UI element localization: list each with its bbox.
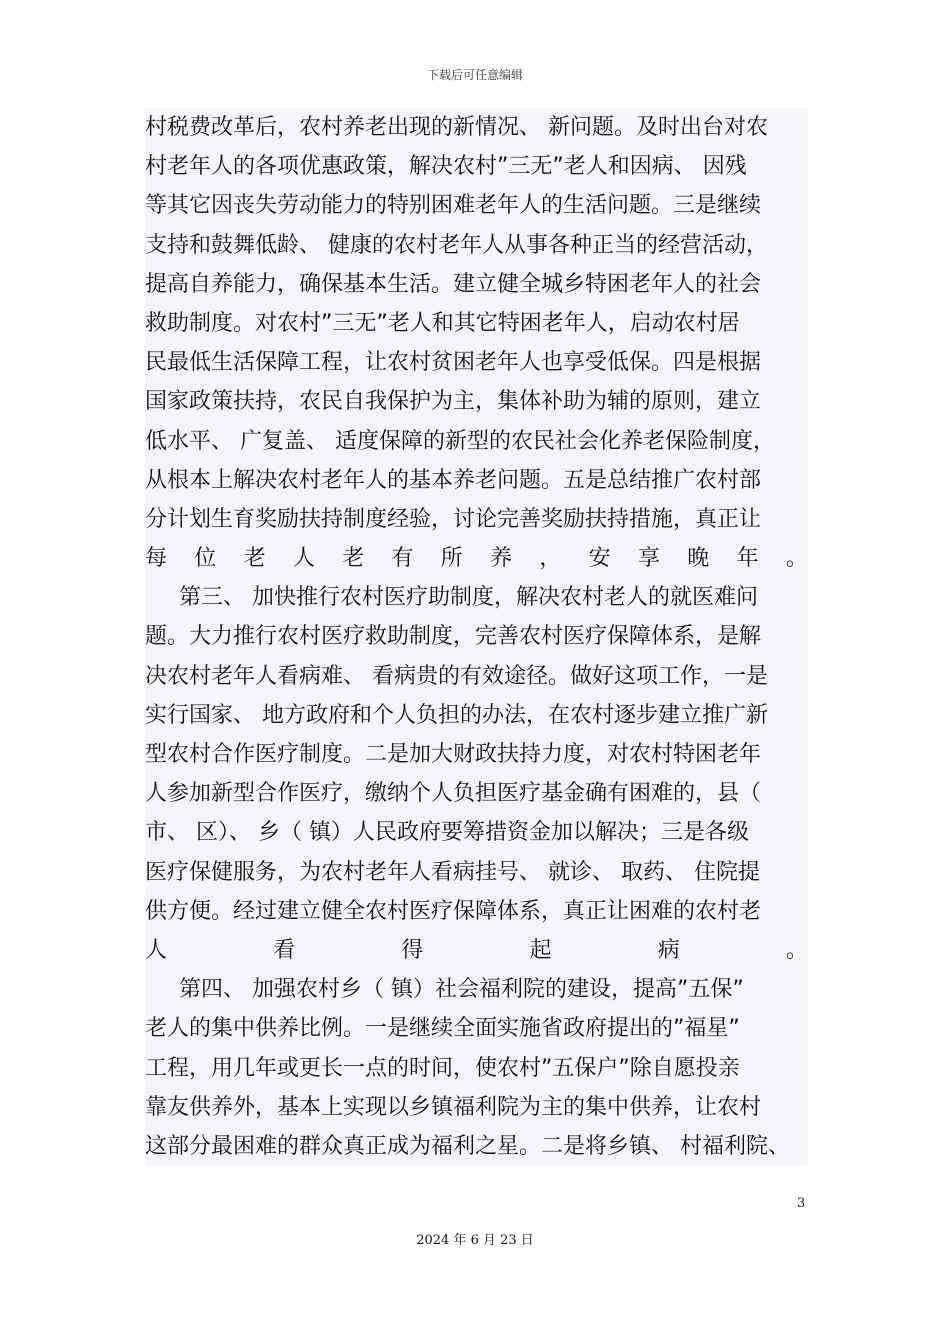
- char: 看: [273, 937, 296, 963]
- char: 人: [292, 546, 315, 572]
- char: 安: [588, 546, 611, 572]
- text-line: 低水平、 广复盖、 适度保障的新型的农民社会化养老保险制度，: [145, 428, 775, 454]
- justified-line: [145, 931, 808, 970]
- char: 晚: [687, 546, 710, 572]
- text-line: 这部分最困难的群众真正成为福利之星。二是将乡镇、 村福利院、: [145, 1133, 790, 1159]
- char: 老: [243, 546, 266, 572]
- text-line: 型农村合作医疗制度。二是加大财政扶持力度，对农村特困老年: [145, 742, 762, 767]
- char: 年: [736, 546, 759, 572]
- document-body: [145, 108, 808, 1166]
- text-line: 老人的集中供养比例。一是继续全面实施省政府提出的”福星”: [145, 1016, 740, 1042]
- char: 得: [401, 937, 424, 963]
- justified-line: [145, 539, 808, 578]
- char: 养: [490, 546, 513, 572]
- text-line: 决农村老年人看病难、 看病贵的有效途径。做好这项工作，一是: [145, 663, 768, 689]
- text-line: 村老年人的各项优惠政策，解决农村”三无”老人和因病、 因残: [145, 154, 747, 180]
- text-line: 从根本上解决农村老年人的基本养老问题。五是总结推广农村部: [145, 467, 762, 493]
- text-line: 工程，用几年或更长一点的时间，使农村”五保户”除自愿投亲: [145, 1055, 740, 1081]
- page-number: 3: [797, 1196, 806, 1211]
- paragraph-start-line: 第三、 加快推行农村医疗助制度，解决农村老人的就医难问: [179, 585, 758, 611]
- text-line: 实行国家、 地方政府和个人负担的办法，在农村逐步建立推广新: [145, 702, 768, 728]
- footer-date: 2024 年 6 月 23 日: [416, 1233, 534, 1248]
- char: 。: [785, 937, 808, 963]
- text-line: 题。大力推行农村医疗救助制度，完善农村医疗保障体系，是解: [145, 624, 762, 650]
- text-line: 村税费改革后，农村养老出现的新情况、 新问题。及时出台对农: [145, 115, 768, 140]
- paragraph-start-line: 第四、 加强农村乡（ 镇）社会福利院的建设，提高”五保”: [179, 977, 744, 1003]
- char: 享: [637, 546, 660, 572]
- text-line: 医疗保健服务，为农村老年人看病挂号、 就诊、 取药、 住院提: [145, 859, 760, 885]
- text-line: 救助制度。对农村”三无”老人和其它特困老年人，启动农村居: [145, 310, 740, 336]
- char: 每: [145, 546, 168, 572]
- char: 起: [529, 937, 552, 963]
- text-line: 民最低生活保障工程，让农村贫困老年人也享受低保。四是根据: [145, 350, 762, 376]
- char: 老: [342, 546, 365, 572]
- text-line: 国家政策扶持，农民自我保护为主，集体补助为辅的原则，建立: [145, 389, 762, 415]
- text-line: 人参加新型合作医疗，缴纳个人负担医疗基金确有困难的，县（: [145, 781, 762, 807]
- char: ，: [539, 546, 562, 572]
- char: 人: [145, 937, 168, 963]
- page-header: 下载后可任意编辑: [426, 68, 523, 82]
- text-line: 供方便。经过建立健全农村医疗保障体系，真正让困难的农村老: [145, 898, 762, 924]
- text-line: 等其它因丧失劳动能力的特别困难老年人的生活问题。三是继续: [145, 193, 762, 219]
- text-line: 市、 区）、 乡（ 镇）人民政府要筹措资金加以解决；三是各级: [145, 820, 749, 846]
- text-line: 靠友供养外，基本上实现以乡镇福利院为主的集中供养，让农村: [145, 1094, 762, 1120]
- char: 有: [391, 546, 414, 572]
- char: 所: [440, 546, 463, 572]
- text-line: 分计划生育奖励扶持制度经验，讨论完善奖励扶持措施，真正让: [145, 506, 762, 532]
- char: 位: [194, 546, 217, 572]
- text-line: 提高自养能力，确保基本生活。建立健全城乡特困老年人的社会: [145, 271, 762, 297]
- char: 病: [657, 937, 680, 963]
- char: 。: [785, 546, 808, 572]
- text-line: 支持和鼓舞低龄、 健康的农村老年人从事各种正当的经营活动，: [145, 232, 768, 258]
